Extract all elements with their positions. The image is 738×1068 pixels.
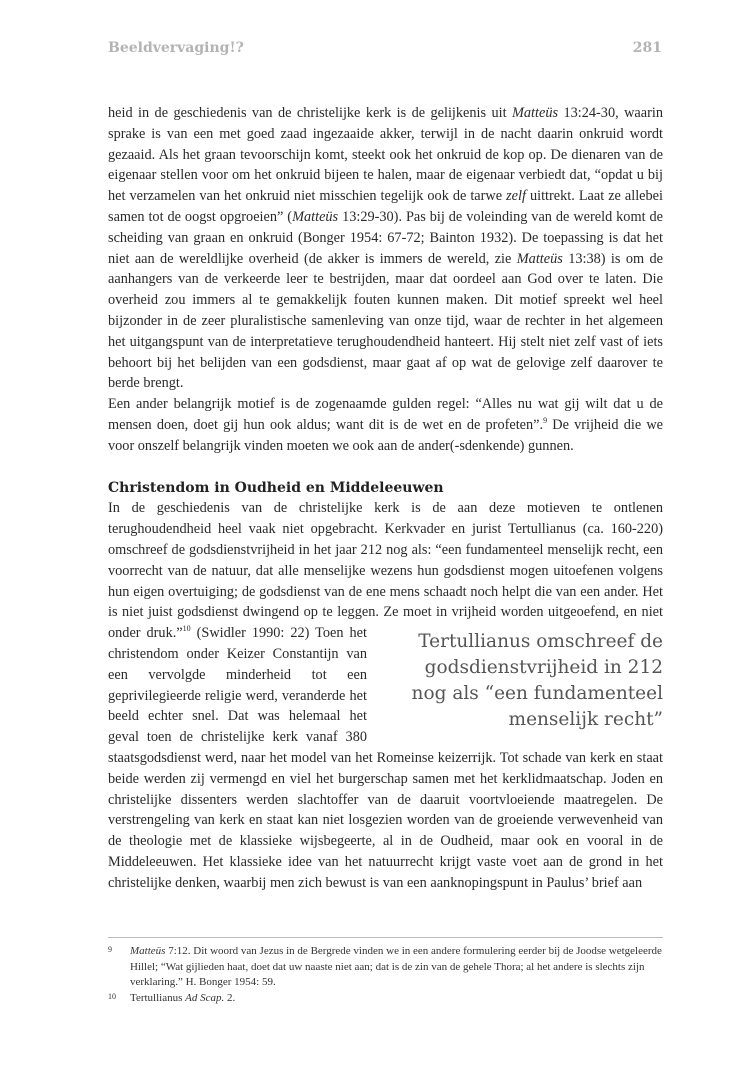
text-run: uittrekt. Laat ze allebei samen tot de oogst opgroeien” ( [108, 188, 663, 225]
emphasis: zelf [506, 188, 526, 205]
text-run: heid in de geschiedenis van de christelijke kerk is de gelijkenis uit [108, 105, 512, 121]
footnote-divider [108, 937, 663, 938]
footnote-text: Tertullianus [130, 991, 186, 1004]
text-run: 13:29-30). Pas bij de voleinding van de wereld komt de scheiding van graan en onkruid (Bonger 1954: 67-72; Bainton 1932). De toepassing is dat het niet aan de wereldlijke overheid (de akker is immers de wereld, zie [108, 208, 663, 267]
footnote-text: 2. [224, 991, 236, 1004]
bible-reference: Matteüs [292, 208, 339, 225]
page-number: 281 [632, 40, 662, 56]
bible-reference: Matteüs [512, 105, 559, 121]
text-run: De vrijheid die we voor onszelf belangrijk vinden moeten we ook aan de ander(-sdenkende) gunnen. [108, 416, 663, 454]
footnote-marker[interactable]: 9 [543, 416, 548, 426]
running-head [108, 40, 662, 60]
text-run: 13:38) is om de aanhangers van de verkeerde leer te bestrijden, maar dat oordeel aan God over te laten. Die overheid zou immers al te gemakkelijk fouten kunnen maken. Dit motief spreekt wel heel bijzonder in de zeer pluralistische samenleving van onze tijd, waar de rechter in het algemeen het uitgangspunt van de interpretatieve terughoudendheid hanteert. Hij stelt niet zelf vast of iets behoort bij het belijden van een godsdienst, maar gaat af op wat de gelovige zelf daarover te berde brengt. [108, 250, 663, 392]
section-heading: Christendom in Oudheid en Middeleeuwen [108, 479, 444, 496]
bible-reference: Matteüs [516, 250, 563, 267]
paragraph [108, 103, 663, 394]
text-run: In de geschiedenis van de christelijke kerk is de aan deze motieven te ontlenen terughoudendheid heel vaak niet opgebracht. Kerkvader en jurist Tertullianus (ca. 160-220) omschreef de godsdienstvrijheid in het jaar 212 nog als: “een fundamenteel menselijk recht, een voorrecht van de natuur, dat alle menselijke wezens hun godsdienst mogen uitoefenen volgens hun eigen overtuiging; de godsdienst van de ene mens schaadt noch helpt die van een ander. Het is niet juist godsdienst dwingend op te leggen. Ze moet in vrijheid worden uitgeoefend, en niet onder druk.” [108, 500, 663, 642]
text-run: 13:24-30, waarin sprake is van een met goed zaad ingezaaide akker, terwijl in de nacht daarin onkruid wordt gezaaid. Als het graan tevoorschijn komt, steekt ook het onkruid de kop op. De dienaren van de eigenaar stellen voor om het onkruid bijeen te halen, maar de eigenaar verbiedt dat, “opdat u bij het verzamelen van het onkruid niet misschien tegelijk ook de tarwe [108, 105, 663, 205]
pull-quote: Tertullianus omschreef de godsdienstvrijheid in 212 nog als “een fundamenteel menselijk recht” [411, 631, 663, 731]
footnotes [108, 944, 663, 1006]
footnote-number: 9 [108, 945, 112, 954]
text-run: (Swidler 1990: 22) Toen het christendom onder Keizer Constantijn van een vervolgde minderheid tot een geprivilegieerde religie werd, veranderde het beeld echter snel. Dat was helemaal het geval toen de christelijke kerk vanaf 380 staatsgodsdienst werd, naar het model van het Romeinse keizerrijk. Tot schade van kerk en staat beide werden zij vermengd en viel het burgerschap samen met het kerklidmaatschap. Joden en christelijke dissenters werden slachtoffer van de daaruit voortvloeiende maatregelen. De verstrengeling van kerk en staat kan niet losgezien worden van de groeiende verwevenheid van de theologie met de klassieke wijsbegeerte, al in de Oudheid, maar ook en vooral in de Middeleeuwen. Het klassieke idee van het natuurrecht krijgt vaste voet aan de grond in het christelijke denken, waarbij men zich bewust is van een aanknopingspunt in Paulus’ brief aan [108, 625, 663, 891]
bible-reference: Matteüs [130, 945, 166, 957]
footnote-text: 7:12. Dit woord van Jezus in de Bergrede vinden we in een andere formulering eerder bij de Joodse wetgeleerde Hillel; “Wat gijlieden haat, doet dat uw naaste niet aan; dat is de zin van de gehele Thora; al het andere is slechts zijn verklaring.” H. Bonger 1954: 59. [130, 945, 662, 988]
footnote [108, 944, 663, 991]
source-reference: Ad Scap. [185, 991, 225, 1004]
text-run: Een ander belangrijk motief is de zogenaamde gulden regel: “Alles nu wat gij wilt dat u de mensen doen, doet gij hun ook aldus; want dit is de wet en de profeten”. [108, 396, 663, 433]
paragraph [108, 498, 663, 893]
footnote-number: 10 [108, 991, 116, 1001]
running-title: Beeldvervaging!? [108, 40, 244, 56]
footnote [108, 991, 663, 1007]
paragraph [108, 394, 663, 456]
footnote-marker[interactable]: 10 [182, 624, 191, 634]
body-text [108, 103, 663, 893]
